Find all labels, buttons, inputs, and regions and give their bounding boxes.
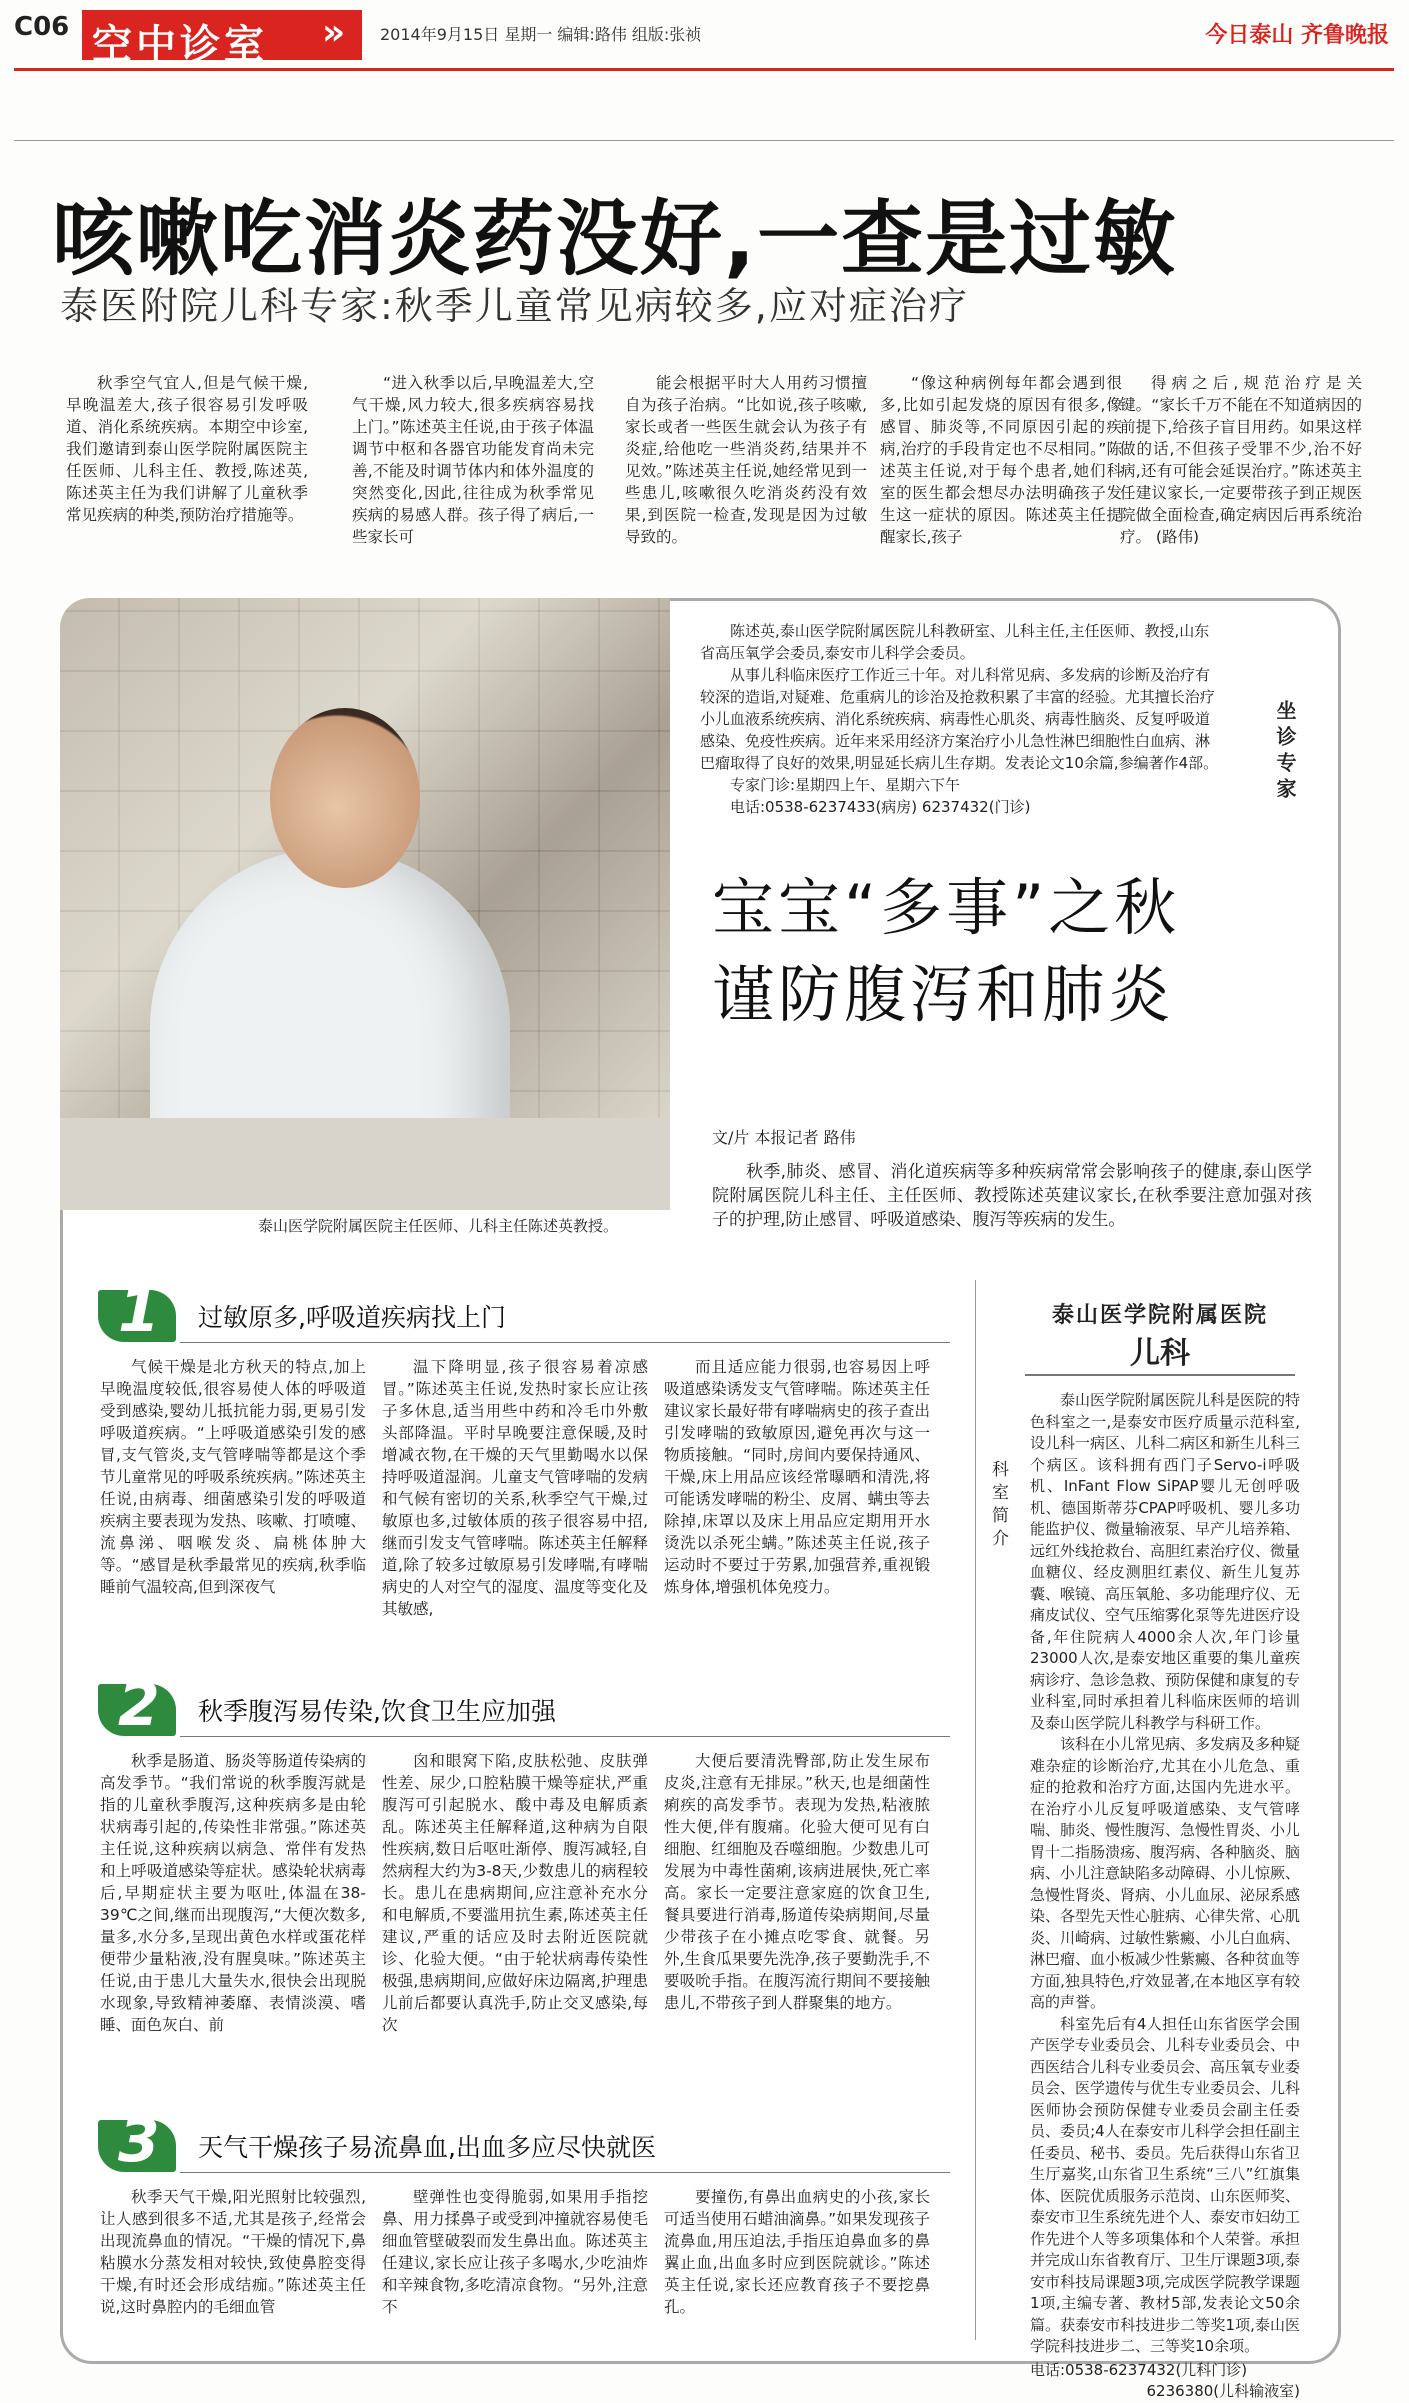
section1-col2: 温下降明显,孩子很容易着凉感冒。”陈述英主任说,发热时家长应让孩子多休息,适当用些中药和冷毛巾外敷头部降温。平时早晚要注意保暖,及时增减衣物,在干燥的天气里勤喝水以保持呼吸道湿润。儿童支气管哮喘的发病和气候有密切的关系,秋季空气干燥,过敏原也多,过敏体质的孩子很容易中招,继而引发支气管哮喘。陈述英主任解释道,除了较多过敏原易引发哮喘,有哮喘病史的人对空气的湿度、温度等变化及其敏感,: [382, 1358, 648, 1618]
sidebar-subtitle: 儿科: [1130, 1336, 1190, 1371]
sidebar-rule: [1025, 1374, 1295, 1376]
top-column-2: “进入秋季以后,早晚温差大,空气干燥,风力较大,很多疾病容易找上门。”陈述英主任说,由于孩子体温调节中枢和各器官功能发育尚未完善,不能及时调节体内和体外温度的突然变化,因此,往往成为秋季常见疾病的易感人群。孩子得了病后,一些家长可: [352, 374, 594, 546]
department-intro-tag: 科室简介: [988, 1460, 1008, 1552]
main-subheadline: 泰医附院儿科专家:秋季儿童常见病较多,应对症治疗: [60, 284, 969, 328]
newspaper-logo: 今日泰山 齐鲁晚报: [1205, 23, 1389, 48]
double-chevron-right-icon: »: [322, 12, 346, 53]
sidebar-text: 泰山医学院附属医院儿科是医院的特色科室之一,是泰安市医疗质量示范科室,设儿科一病区、儿科二病区和新生儿科三个病区。该科拥有西门子Servo-i呼吸机、InFant Flow SiPAP婴儿无创呼吸机、德国斯蒂芬CPAP呼吸机、婴儿多功能监护仪、微量输液泵、早产儿培养箱、远红外线抢救台、高胆红素治疗仪、微量血糖仪、经皮测胆红素仪、新生儿复苏囊、喉镜、高压氧舱、多功能理疗仪、无痛皮试仪、空气压缩雾化泵等先进医疗设备,年住院病人4000余人次,年门诊量23000人次,是泰安地区重要的集儿童疾病诊疗、急诊急救、预防保健和康复的专业科室,同时承担着儿科临床医师的培训及泰山医学院儿科教学与科研工作。 该科在小儿常见病、多发病及多种疑难杂症的诊断治疗,尤其在小儿危急、重症的抢救和治疗方面,达国内先进水平。在治疗小儿反复呼吸道感染、支气管哮喘、肺炎、慢性腹泻、急慢性胃炎、小儿胃十二指肠溃疡、腹泻病、各种脑炎、脑病、小儿注意缺陷多动障碍、小儿惊厥、急慢性肾炎、肾病、小儿血尿、泌尿系感染、各型先天性心脏病、心律失常、心肌炎、川崎病、过敏性紫癜、小儿白血病、淋巴瘤、血小板减少性紫癜、各种贫血等方面,独具特色,疗效显著,在本地区享有较高的声誉。 科室先后有4人担任山东省医学会围产医学专业委员会、儿科专业委员会、中西医结合儿科专业委员会、高压氧专业委员会、医学遗传与优生专业委员会、儿科医师协会预防保健专业委员会副主任委员、委员;4人在泰安市儿科学会担任副主任委员、秘书、委员。先后获得山东省卫生厅嘉奖,山东省卫生系统“三八”红旗集体、医院优质服务示范岗、山东医师奖、泰安市卫生系统先进个人、泰安市妇幼工作先进个人等多项集体和个人荣誉。承担并完成山东省教育厅、卫生厅课题3项,泰安市科技局课题3项,完成医学院教学课题1项,主编专著、教材5部,发表论文50余篇。获泰安市科技进步二等奖1项,泰山医学院科技进步二、三等奖10余项。 电话:0538-6237432(儿科门诊) 6236380(儿科输液室): [1030, 1390, 1300, 2403]
sidebar-phone-2: 6236380(儿科输液室): [1146, 2382, 1300, 2400]
photo-caption: 泰山医学院附属医院主任医师、儿科主任陈述英教授。: [258, 1217, 619, 1235]
section-title: 秋季腹泻易传染,饮食卫生应加强: [198, 1697, 556, 1726]
section-rule: [180, 2172, 950, 2173]
sidebar-title: 泰山医学院附属医院: [1051, 1303, 1268, 1328]
section2-col1: 秋季是肠道、肠炎等肠道传染病的高发季节。“我们常说的秋季腹泻就是指的儿童秋季腹泻,这种疾病多是由轮状病毒引起的,传染性非常强。”陈述英主任说,这种疾病以病急、常伴有发热和上呼吸道感染等症状。感染轮状病毒后,早期症状主要为呕吐,体温在38-39℃之间,继而出现腹泻,“大便次数多,量多,水分多,呈现出黄色水样或蛋花样便带少量粘液,没有腥臭味。”陈述英主任说,由于患儿大量失水,很快会出现脱水现象,导致精神萎靡、表情淡漠、嗜睡、面色灰白、前: [100, 1752, 366, 2034]
section3-col3: 要撞伤,有鼻出血病史的小孩,家长可适当使用石蜡油滴鼻。”如果发现孩子流鼻血,用压迫法,手指压迫鼻血多的鼻翼止血,出血多时应到医院就诊。”陈述英主任说,家长还应教育孩子不要挖鼻孔。: [664, 2188, 930, 2316]
expert-tag: 坐诊专家: [1273, 700, 1297, 804]
section1-col3: 而且适应能力很弱,也容易因上呼吸道感染诱发支气管哮喘。陈述英主任建议家长最好带有哮喘病史的孩子查出引发哮喘的致敏原因,避免再次与这一物质接触。“同时,房间内要保持通风、干燥,床上用品应该经常曝晒和清洗,将可能诱发哮喘的粉尘、皮屑、螨虫等去除掉,床罩以及床上用品应定期用开水烫洗以杀死尘螨。”陈述英主任说,孩子运动时不要过于劳累,加强营养,重视锻炼身体,增强机体免疫力。: [664, 1358, 930, 1596]
section2-col3: 大便后要清洗臀部,防止发生尿布皮炎,注意有无排尿。”秋天,也是细菌性痢疾的高发季节。表现为发热,粘液脓性大便,伴有腹痛。化验大便可见有白细胞、红细胞及吞噬细胞。少数患儿可发展为中毒性菌痢,该病进展快,死亡率高。家长一定要注意家庭的饮食卫生,餐具要进行消毒,肠道传染病期间,尽量少带孩子在小摊点吃零食、就餐。另外,生食瓜果要先洗净,孩子要勤洗手,不要吸吮手指。在腹泻流行期间不要接触患儿,不带孩子到人群聚集的地方。: [664, 1752, 930, 2012]
sidebar-phone: 电话:0538-6237432(儿科门诊): [1030, 2360, 1248, 2379]
page-number: C06: [14, 12, 70, 42]
top-column-1: 秋季空气宜人,但是气候干燥,早晚温差大,孩子很容易引发呼吸道、消化系统疾病。本期空中诊室,我们邀请到泰山医学院附属医院主任医师、儿科主任、教授,陈述英,陈述英主任为我们讲解了儿童秋季常见疾病的种类,预防治疗措施等。: [66, 374, 308, 524]
header-rule: [14, 68, 1394, 71]
doctor-bio: 陈述英,泰山医学院附属医院儿科教研室、儿科主任,主任医师、教授,山东省高压氧学会委员,泰安市儿科学会委员。 从事儿科临床医疗工作近三十年。对儿科常见病、多发病的诊断及治疗有较深的造诣,对疑难、危重病儿的诊治及抢救积累了丰富的经验。尤其擅长治疗小儿血液系统疾病、消化系统疾病、病毒性心肌炎、病毒性脑炎、反复呼吸道感染、免疫性疾病。近年来采用经济方案治疗小儿急性淋巴细胞性白血病、淋巴瘤取得了良好的效果,明显延长病儿生存期。发表论文10余篇,参编著作4部。 专家门诊:星期四上午、星期六下午 电话:0538-6237433(病房) 6237432(门诊): [700, 622, 1219, 816]
main-headline: 咳嗽吃消炎药没好,一查是过敏: [52, 192, 1178, 287]
doctor-photo: [60, 598, 670, 1210]
section3-col1: 秋季天气干燥,阳光照射比较强烈,让人感到很多不适,尤其是孩子,经常会出现流鼻血的情况。“干燥的情况下,鼻粘膜水分蒸发相对较快,致使鼻腔变得干燥,有时还会形成结痂。”陈述英主任说,这时鼻腔内的毛细血管: [100, 2188, 366, 2316]
header-rule-thin: [14, 140, 1394, 141]
feature-title-line1: 宝宝“多事”之秋: [712, 871, 1181, 944]
top-column-5: 得病之后,规范治疗是关键。“家长千万不能在不知道病因的前提下,给孩子盲目用药。如果这样做的话,不但孩子受罪不少,治不好病,还有可能会延误治疗。”陈述英主任建议家长,一定要带孩子到正规医院做全面检查,确定病因后再系统治疗。 (路伟): [1120, 374, 1362, 546]
byline: 文/片 本报记者 路伟: [712, 1128, 856, 1147]
section-rule: [180, 1736, 950, 1737]
issue-meta: 2014年9月15日 星期一 编辑:路伟 组版:张祯: [380, 25, 702, 44]
section-title: 过敏原多,呼吸道疾病找上门: [198, 1303, 506, 1332]
section-number: 2: [118, 1670, 160, 1740]
section-number: 3: [118, 2106, 160, 2176]
section3-col2: 壁弹性也变得脆弱,如果用手指挖鼻、用力揉鼻子或受到冲撞就容易使毛细血管壁破裂而发生鼻出血。陈述英主任建议,家长应让孩子多喝水,少吃油炸和辛辣食物,多吃清凉食物。“另外,注意不: [382, 2188, 648, 2316]
section-rule: [180, 1342, 950, 1343]
section-title: 天气干燥孩子易流鼻血,出血多应尽快就医: [198, 2133, 656, 2162]
section2-col2: 囟和眼窝下陷,皮肤松弛、皮肤弹性差、尿少,口腔粘膜干燥等症状,严重腹泻可引起脱水、酸中毒及电解质紊乱。陈述英主任解释道,这种病为自限性疾病,数日后呕吐渐停、腹泻减轻,自然病程大约为3-8天,少数患儿的病程较长。患儿在患病期间,应注意补充水分和电解质,不要滥用抗生素,陈述英主任建议,严重的话应及时去附近医院就诊、化验大便。“由于轮状病毒传染性极强,患病期间,应做好床边隔离,护理患儿前后都要认真洗手,防止交叉感染,每次: [382, 1752, 648, 2034]
top-column-4: “像这种病例每年都会遇到很多,比如引起发烧的原因有很多,像感冒、肺炎等,不同原因引起的疾病,治疗的手段肯定也不尽相同。”陈述英主任说,对于每个患者,她们科室的医生都会想尽办法明确孩子发生这一症状的原因。陈述英主任提醒家长,孩子: [880, 374, 1122, 546]
section-number: 1: [118, 1276, 160, 1346]
section1-col1: 气候干燥是北方秋天的特点,加上早晚温度较低,很容易使人体的呼吸道受到感染,婴幼儿抵抗能力弱,更易引发呼吸道疾病。“上呼吸道感染引发的感冒,支气管炎,支气管哮喘等都是这个季节儿童常见的呼吸系统疾病。”陈述英主任说,由病毒、细菌感染引发的呼吸道疾病主要表现为发热、咳嗽、打喷嚏、流鼻涕、咽喉发炎、扁桃体肿大等。“感冒是秋季最常见的疾病,秋季临睡前气温较高,但到深夜气: [100, 1358, 366, 1596]
top-column-3: 能会根据平时大人用药习惯擅自为孩子治病。“比如说,孩子咳嗽,家长或者一些医生就会认为孩子有炎症,给他吃一些消炎药,结果并不见效。”陈述英主任说,她经常见到一些患儿,咳嗽很久吃消炎药没有效果,到医院一检查,发现是因为过敏导致的。: [625, 374, 867, 546]
feature-title-line2: 谨防腹泻和肺炎: [712, 958, 1175, 1031]
feature-lead: 秋季,肺炎、感冒、消化道疾病等多种疾病常常会影响孩子的健康,泰山医学院附属医院儿科主任、主任医师、教授陈述英建议家长,在秋季要注意加强对孩子的护理,防止感冒、呼吸道感染、腹泻等疾病的发生。: [712, 1162, 1312, 1230]
section-title: 空中诊室: [92, 22, 268, 68]
sidebar-divider: [975, 1280, 976, 2340]
